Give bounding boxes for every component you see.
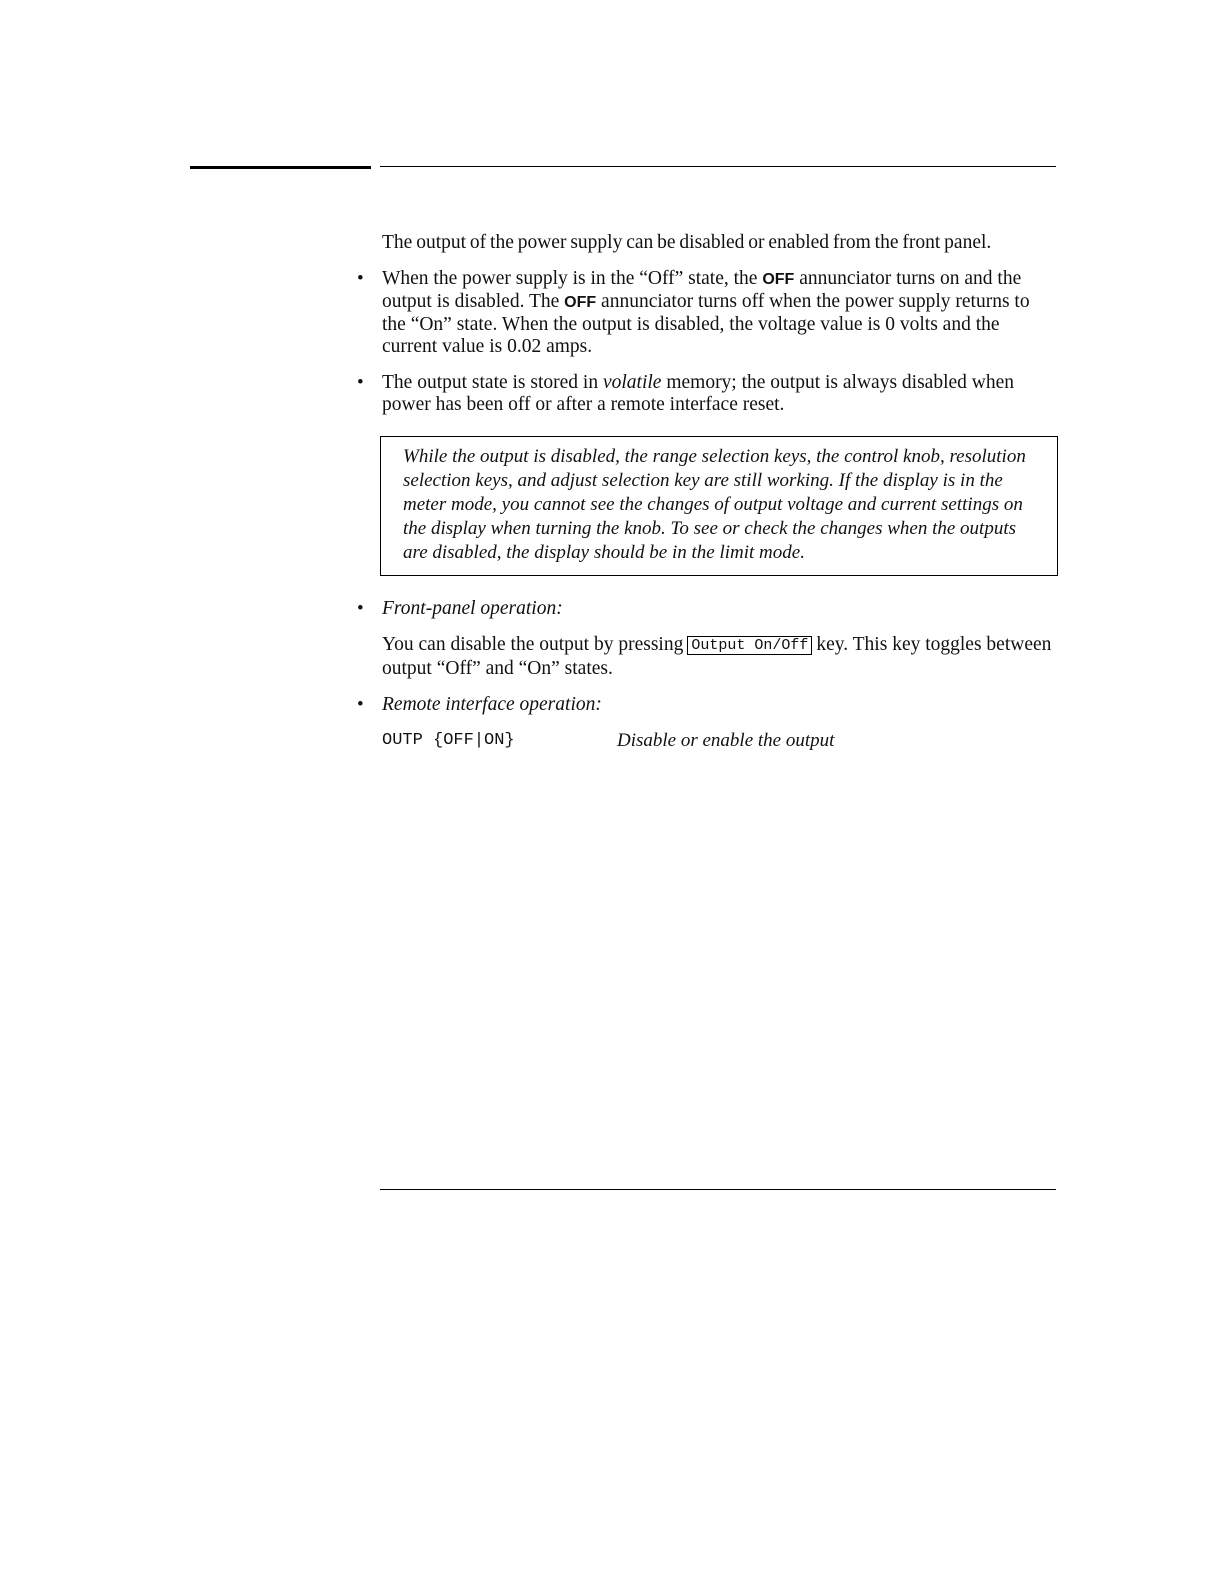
remote-heading: Remote interface operation: (382, 694, 602, 715)
bullet-text: When the power supply is in the “Off” state, the (382, 268, 763, 289)
header-rule (380, 166, 1056, 167)
bullet-front-panel-heading (357, 598, 1058, 620)
bullet-icon: • (357, 598, 364, 619)
bullet-text: The output state is stored in (382, 372, 603, 393)
front-panel-paragraph (382, 634, 1058, 680)
page-content (357, 232, 1058, 754)
header-rule-left (190, 166, 371, 169)
bullet-icon: • (357, 268, 364, 289)
bullet-text: memory; the output is always disabled when power has been off or after a remote interface reset. (382, 372, 1015, 415)
volatile-emphasis: volatile (602, 372, 662, 393)
off-annunciator-label: OFF (762, 271, 795, 288)
note-box: While the output is disabled, the range selection keys, the control knob, resolution selection keys, and adjust selection key are still working. If the display is in the meter mode, you cannot see the changes of output voltage and current settings on the display when turning the knob. To see or check the changes when the outputs are disabled, the display should be in the limit mode. (380, 436, 1058, 576)
bullet-text: annunciator turns off when the power supply returns to the “On” state. When the output is disabled, the voltage value is 0 volts and the current value is 0.02 amps. (382, 291, 1030, 357)
front-panel-heading: Front-panel operation: (382, 598, 563, 619)
command-description: Disable or enable the output (617, 730, 835, 751)
off-annunciator-label: OFF (564, 294, 597, 311)
bullet-output-off-state (357, 268, 1058, 358)
intro-paragraph: The output of the power supply can be disabled or enabled from the front panel. (382, 232, 992, 253)
front-panel-text: You can disable the output by pressing (382, 634, 684, 655)
output-on-off-key: Output On/Off (687, 636, 812, 655)
bullet-icon: • (357, 372, 364, 393)
front-panel-text: key. This key toggles between output “Off” and “On” states. (382, 634, 1052, 679)
scpi-command: OUTP {OFF|ON} (382, 731, 515, 750)
bullet-icon: • (357, 694, 364, 715)
bullet-volatile-memory (357, 372, 1058, 416)
bullet-remote-heading (357, 694, 1058, 716)
bullet-text: annunciator turns on and the output is disabled. The (382, 268, 1022, 312)
footer-rule (380, 1189, 1056, 1190)
command-row (382, 730, 1058, 754)
